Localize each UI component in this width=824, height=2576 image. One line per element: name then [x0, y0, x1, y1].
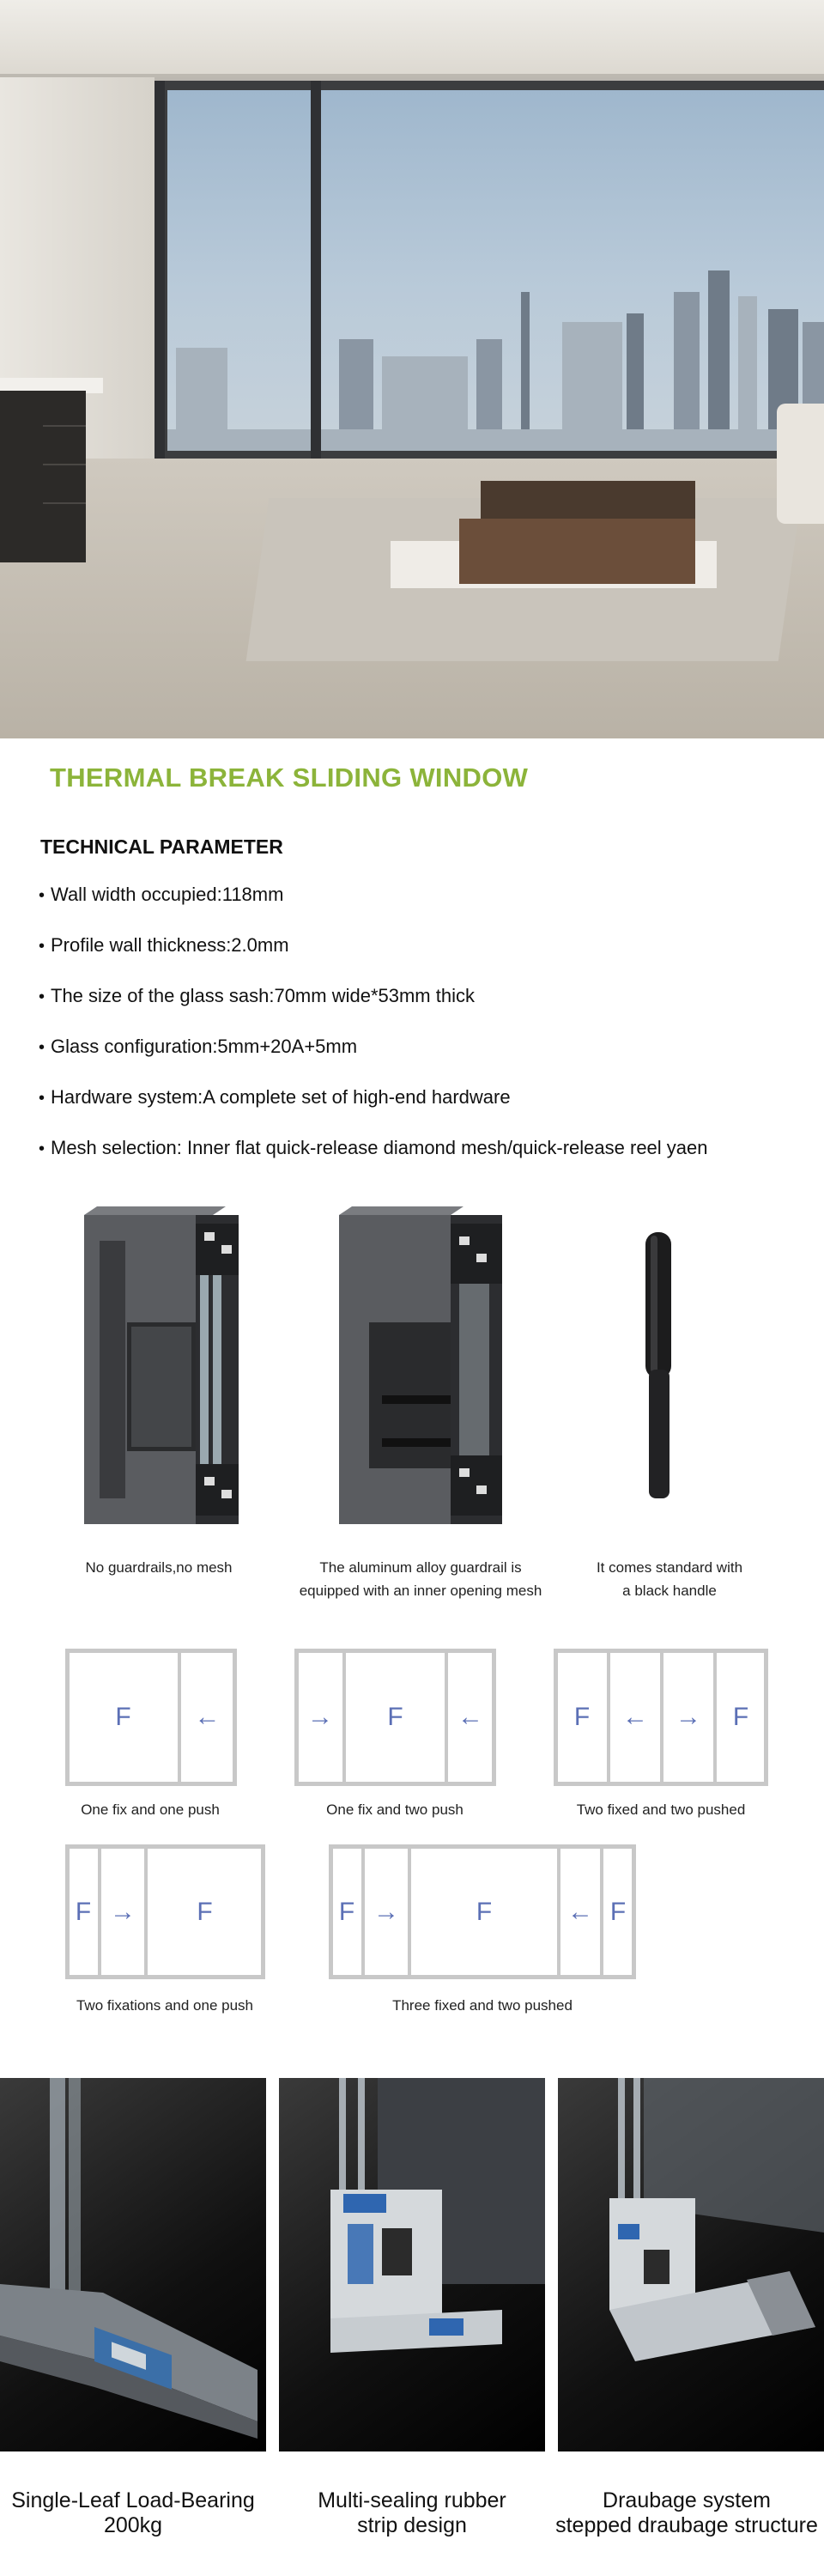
- hero-interior-photo: [0, 0, 824, 738]
- technical-parameter-heading: TECHNICAL PARAMETER: [40, 835, 283, 858]
- fixed-pane: F: [329, 1844, 365, 1979]
- feature-caption-line2: stepped draubage structure: [555, 2513, 818, 2537]
- sliding-pane-arrow-right: →: [98, 1844, 148, 1979]
- fixed-pane: F: [713, 1649, 768, 1786]
- parameter-item: • Hardware system:A complete set of high-end hardware: [39, 1086, 511, 1108]
- feature-caption-line2: 200kg: [103, 2513, 163, 2537]
- parameter-item: • Profile wall thickness:2.0mm: [39, 934, 289, 956]
- feature-caption: [549, 2488, 824, 2538]
- diagram-three-fixed-two-pushed: [329, 1844, 636, 1979]
- window-mullion-left: [154, 81, 165, 459]
- sliding-pane-arrow-right: →: [294, 1649, 346, 1786]
- profile-guardrail-mesh-illustration: [330, 1206, 519, 1533]
- black-handle-illustration: [592, 1206, 781, 1533]
- fixed-pane: F: [342, 1649, 448, 1786]
- fixed-pane: F: [408, 1844, 560, 1979]
- parameter-text: The size of the glass sash:70mm wide*53mm thick: [51, 985, 475, 1006]
- diagram-caption: Two fixed and two pushed: [576, 1801, 746, 1818]
- fixed-pane: F: [65, 1844, 101, 1979]
- parameter-item: • Mesh selection: Inner flat quick-release diamond mesh/quick-release reel yaen: [39, 1137, 708, 1158]
- parameter-item: • Glass configuration:5mm+20A+5mm: [39, 1036, 358, 1057]
- feature-caption-line1: Draubage system: [603, 2488, 771, 2512]
- window-mullion-center: [311, 81, 321, 459]
- coffee-table-top: [481, 481, 695, 519]
- diagram-caption: Three fixed and two pushed: [392, 1997, 573, 2014]
- profile-caption: The aluminum alloy guardrail is equipped with an inner opening mesh: [299, 1559, 542, 1599]
- parameter-text: Mesh selection: Inner flat quick-release diamond mesh/quick-release reel yaen: [51, 1137, 708, 1158]
- diagram-two-fixed-two-pushed: [554, 1649, 768, 1786]
- diagram-caption: One fix and two push: [326, 1801, 464, 1818]
- feature-caption-line2: strip design: [357, 2513, 467, 2537]
- diagram-one-fix-two-push: [294, 1649, 496, 1786]
- kitchen-cabinet: [0, 391, 86, 562]
- sliding-pane-arrow-right: →: [660, 1649, 717, 1786]
- feature-caption-line1: Single-Leaf Load-Bearing: [11, 2488, 255, 2512]
- feature-photo-drainage: [558, 2078, 824, 2451]
- sliding-pane-arrow-left: ←: [607, 1649, 663, 1786]
- feature-caption: [279, 2488, 545, 2538]
- diagram-two-fixations-one-push: [65, 1844, 265, 1979]
- sliding-pane-arrow-left: ←: [445, 1649, 496, 1786]
- parameter-item: • Wall width occupied:118mm: [39, 884, 284, 905]
- page-title: THERMAL BREAK SLIDING WINDOW: [50, 762, 529, 793]
- profile-caption: It comes standard with a black handle: [596, 1559, 743, 1599]
- city-view: [167, 90, 824, 451]
- profile-caption: No guardrails,no mesh: [85, 1559, 233, 1576]
- fixed-pane: F: [65, 1649, 181, 1786]
- sliding-pane-arrow-right: →: [361, 1844, 411, 1979]
- sofa: [777, 404, 824, 524]
- sliding-pane-arrow-left: ←: [178, 1649, 237, 1786]
- feature-caption-line1: Multi-sealing rubber: [318, 2488, 506, 2512]
- technical-parameter-list: [39, 876, 794, 1180]
- feature-photo-rubber-strip: [279, 2078, 545, 2451]
- fixed-pane: F: [600, 1844, 636, 1979]
- diagram-caption: Two fixations and one push: [76, 1997, 254, 2014]
- coffee-table-base: [459, 519, 695, 584]
- feature-caption: [0, 2488, 266, 2538]
- parameter-text: Profile wall thickness:2.0mm: [51, 934, 289, 956]
- diagram-one-fix-one-push: [65, 1649, 237, 1786]
- diagram-caption: One fix and one push: [81, 1801, 220, 1818]
- profile-no-mesh-illustration: [67, 1206, 256, 1533]
- parameter-text: Wall width occupied:118mm: [51, 884, 284, 905]
- fixed-pane: F: [144, 1844, 265, 1979]
- parameter-text: Glass configuration:5mm+20A+5mm: [51, 1036, 358, 1057]
- parameter-item: • The size of the glass sash:70mm wide*53mm thick: [39, 985, 475, 1006]
- feature-photo-load-bearing: [0, 2078, 266, 2451]
- parameter-text: Hardware system:A complete set of high-end hardware: [51, 1086, 511, 1108]
- sliding-pane-arrow-left: ←: [557, 1844, 603, 1979]
- fixed-pane: F: [554, 1649, 610, 1786]
- ceiling: [0, 0, 824, 77]
